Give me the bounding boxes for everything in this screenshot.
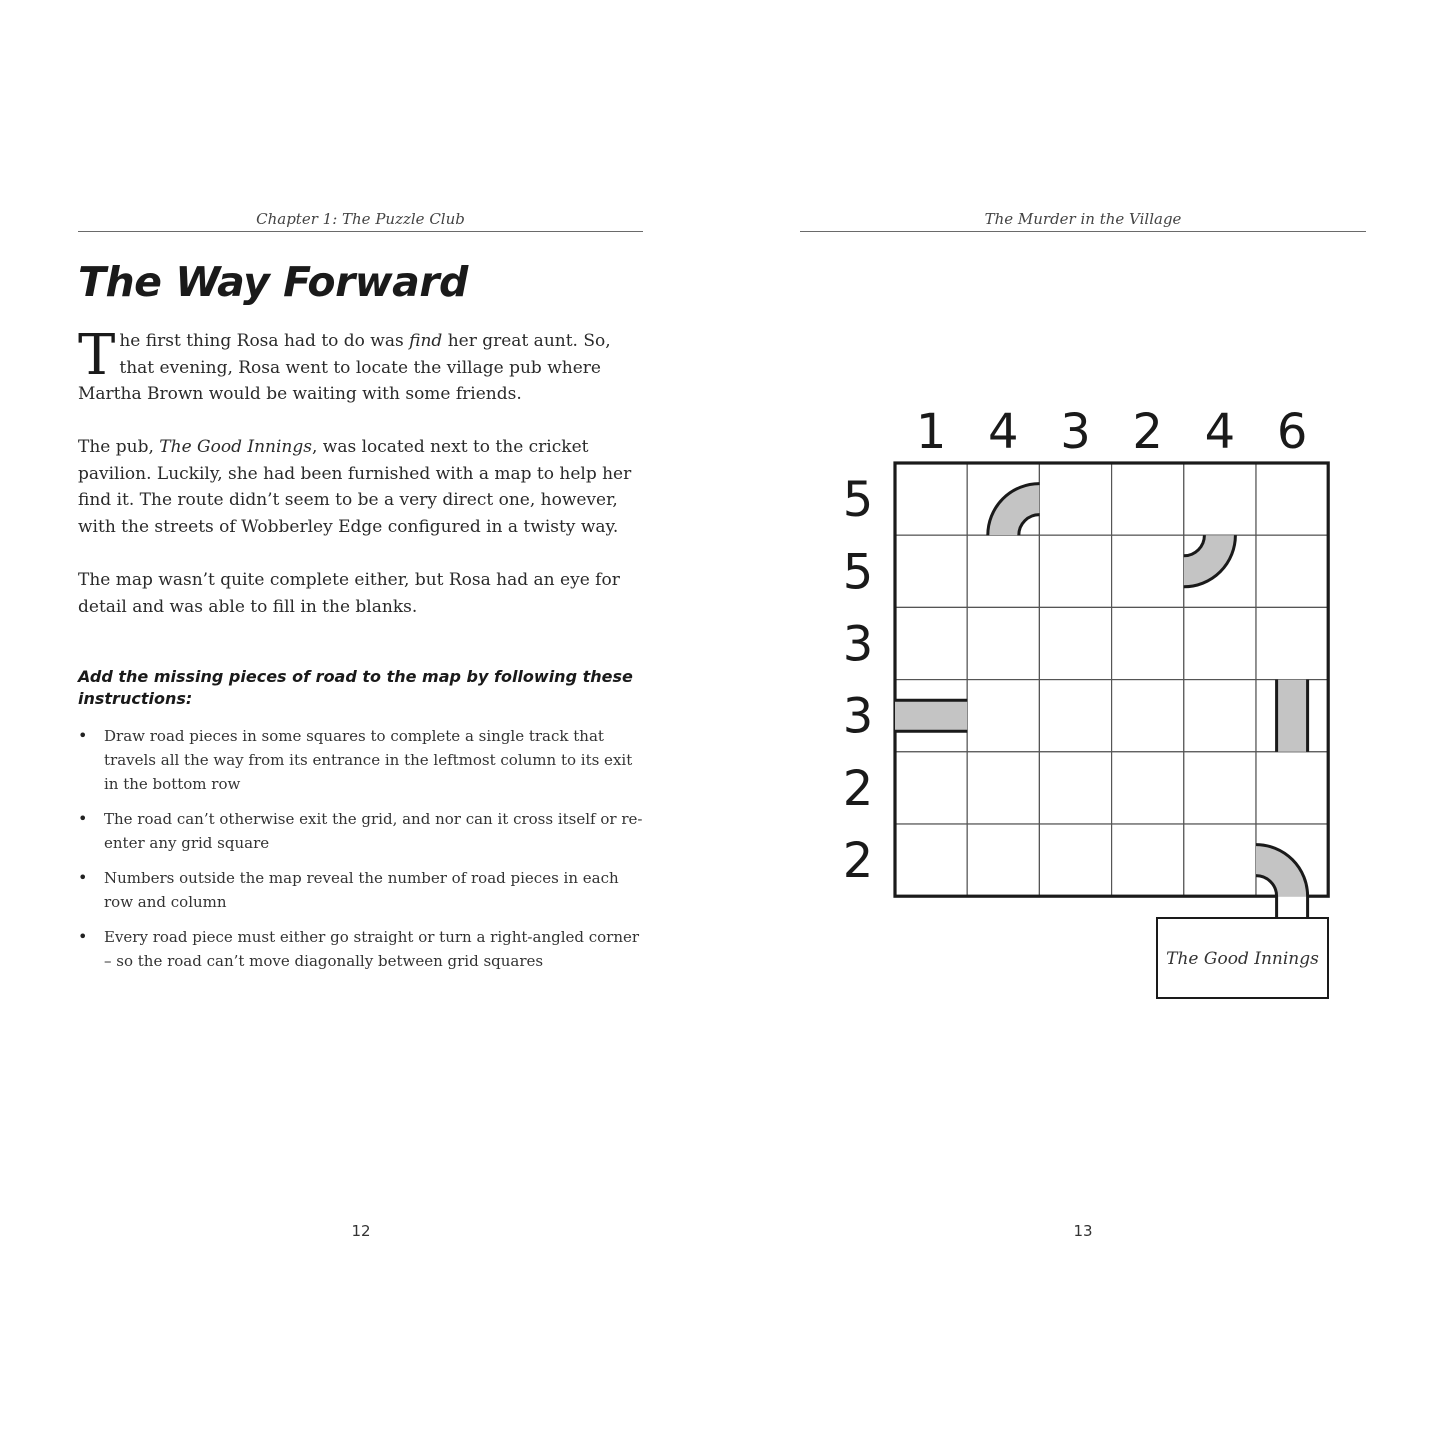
grid-cell — [1112, 463, 1184, 535]
grid-cell — [1256, 463, 1328, 535]
pub-name-emphasis: The Good Innings — [159, 437, 312, 457]
paragraph-2-text-a: The pub, — [78, 437, 160, 457]
grid-cell — [1039, 463, 1111, 535]
paragraph-1-emphasis: find — [409, 331, 443, 351]
grid-cell — [1112, 607, 1184, 679]
destination-label: The Good Innings — [1166, 949, 1319, 969]
grid-cell — [1184, 824, 1256, 896]
page-title: The Way Forward — [78, 258, 468, 306]
grid-cell — [1039, 752, 1111, 824]
paragraph-2-text-b: , was located next to the cricket pavilion. Luckily, she had been furnished with a map to help her find it. The route didn’t seem to be a very direct one, however, with the streets of Wobberley Edge configured in a twisty way. — [78, 437, 632, 537]
column-clue: 3 — [1060, 404, 1091, 460]
grid-cell — [1112, 680, 1184, 752]
grid-cell — [1184, 607, 1256, 679]
drop-cap: T — [78, 323, 116, 388]
instruction-item: • Every road piece must either go straight or turn a right-angled corner – so the road can’t move diagonally between grid squares — [78, 925, 648, 973]
grid-cell — [1184, 463, 1256, 535]
grid-cell — [967, 752, 1039, 824]
column-clue: 4 — [988, 404, 1019, 460]
grid-cell — [1112, 752, 1184, 824]
grid-cell — [1184, 680, 1256, 752]
column-clue: 2 — [1132, 404, 1163, 460]
running-head-left: Chapter 1: The Puzzle Club — [78, 209, 643, 232]
grid-cell — [1112, 824, 1184, 896]
grid-cell — [1256, 752, 1328, 824]
page-number-right: 13 — [1073, 1222, 1093, 1240]
instructions-heading: Add the missing pieces of road to the map by following these instructions: — [78, 667, 633, 708]
paragraph-1-text-b: her great aunt. So, that evening, Rosa went to locate the village pub where Martha Brown would be waiting with some friends. — [78, 331, 611, 404]
page-number-left: 12 — [351, 1222, 371, 1240]
instruction-item: • Numbers outside the map reveal the number of road pieces in each row and column — [78, 866, 648, 914]
grid-cell — [895, 607, 967, 679]
instruction-item: • Draw road pieces in some squares to complete a single track that travels all the way from its entrance in the leftmost column to its exit in the bottom row — [78, 724, 648, 796]
grid-cell — [967, 680, 1039, 752]
grid-cell — [1184, 752, 1256, 824]
row-clue: 3 — [842, 616, 874, 673]
grid-cell — [1039, 824, 1111, 896]
grid-cell — [1039, 535, 1111, 607]
row-clue: 3 — [842, 688, 874, 745]
column-clue: 4 — [1204, 404, 1236, 460]
instruction-item: • The road can’t otherwise exit the grid, and nor can it cross itself or re-enter any grid square — [78, 807, 648, 855]
grid-cell — [895, 463, 967, 535]
paragraph-3: The map wasn’t quite complete either, but Rosa had an eye for detail and was able to fill in the blanks. — [78, 570, 620, 617]
grid-cell — [1256, 607, 1328, 679]
grid-cell — [895, 752, 967, 824]
column-clue: 1 — [915, 404, 947, 460]
running-head-right: The Murder in the Village — [800, 209, 1366, 232]
row-clue: 5 — [842, 472, 874, 529]
row-clue: 2 — [842, 760, 874, 817]
grid-cell — [1112, 535, 1184, 607]
grid-cell — [895, 824, 967, 896]
grid-cell — [1039, 680, 1111, 752]
paragraph-1-text-a: he first thing Rosa had to do was — [119, 331, 410, 351]
grid-cell — [967, 607, 1039, 679]
grid-cell — [895, 535, 967, 607]
column-clue: 6 — [1276, 404, 1308, 460]
row-clue: 2 — [842, 833, 874, 890]
grid-cell — [967, 824, 1039, 896]
grid-cell — [1256, 535, 1328, 607]
grid-cell — [967, 535, 1039, 607]
row-clue: 5 — [842, 544, 874, 601]
grid-cell — [1039, 607, 1111, 679]
